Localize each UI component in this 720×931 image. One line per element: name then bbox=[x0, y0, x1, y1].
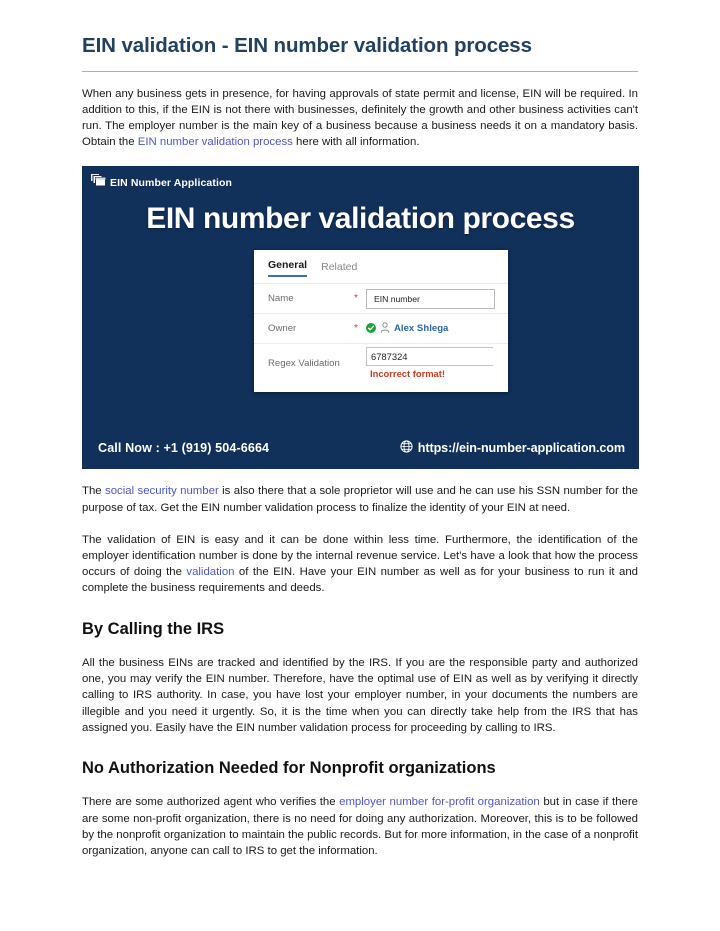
banner-image bbox=[82, 166, 639, 469]
link-validation[interactable]: validation bbox=[186, 566, 235, 579]
green-check-icon bbox=[366, 320, 376, 338]
tab-related[interactable]: Related bbox=[321, 260, 358, 273]
banner-headline: EIN number validation process bbox=[146, 202, 575, 236]
paragraph-ssn bbox=[82, 483, 638, 515]
banner-logo-text: EIN Number Application bbox=[110, 176, 232, 189]
form-tabs bbox=[254, 250, 508, 277]
call-now-text: Call Now : +1 (919) 504-6664 bbox=[98, 441, 270, 456]
form-row-name bbox=[254, 283, 508, 313]
form-fields bbox=[254, 277, 508, 392]
owner-value[interactable] bbox=[366, 320, 508, 338]
banner-logo bbox=[90, 173, 232, 192]
nonprofit-text-after: but in case if there are some non-profit organization, there is no need for doing any authorization. Moreover, this is to be followed by the nonprofit organization to maintain the public records. But for more information, in the case of a nonprofit organization, anyone can call to IRS to get the information. bbox=[82, 796, 638, 857]
name-input[interactable]: EIN number bbox=[366, 289, 495, 309]
tab-general[interactable]: General bbox=[268, 260, 307, 278]
owner-name: Alex Shlega bbox=[394, 323, 449, 335]
banner-footer bbox=[82, 427, 639, 469]
regex-validation-input[interactable]: 6787324 bbox=[366, 347, 493, 366]
globe-icon bbox=[400, 440, 413, 456]
intro-text-before: When any business gets in presence, for having approvals of state permit and license, EIN will be required. In addition to this, if the EIN is not there with businesses, definitely the growth and other business activities can't run. The employer number is the main key of a business because a business needs it on a mandatory basis. Obtain the bbox=[82, 87, 638, 149]
paragraph-nonprofit bbox=[82, 794, 638, 859]
link-employer-number-for-profit-organization[interactable]: employer number for-profit organization bbox=[339, 796, 540, 809]
intro-text-after: here with all information. bbox=[292, 136, 420, 149]
required-asterisk-owner: * bbox=[354, 322, 358, 334]
paragraph-irs: All the business EINs are tracked and identified by the IRS. If you are the responsible party and authorized one, you may verify the EIN number. Therefore, have the optimal use of EIN as well as by verifying it directly calling to IRS authority. In case, you have lost your employer number, in your documents the numbers are illegible and you need it urgently. So, it is the time when you can directly take help from the IRS that has assigned you. Easily have the EIN number validation process for proceeding by calling to IRS. bbox=[82, 656, 638, 734]
website-url-text: https://ein-number-application.com bbox=[417, 441, 625, 456]
form-row-owner bbox=[254, 313, 508, 343]
heading-no-authorization-nonprofit: No Authorization Needed for Nonprofit organizations bbox=[82, 758, 496, 777]
ssn-text-before: The bbox=[82, 485, 106, 498]
ssn-text-after: is also there that a sole proprietor will use and he can use his SSN number for the purpose of tax. Get the EIN number validation process to finalize the identity of your EIN at need. bbox=[82, 485, 638, 514]
person-icon bbox=[380, 320, 390, 338]
label-regex-validation: Regex Validation bbox=[268, 357, 340, 369]
link-ein-number-validation-process[interactable]: EIN number validation process bbox=[137, 136, 293, 149]
label-name: Name bbox=[268, 293, 294, 305]
validation-text-before: The validation of EIN is easy and it can be done within less time. Furthermore, the identification of the employer identification number is done by the internal revenue service. Let's have a look that how the process occurs of doing the bbox=[82, 533, 638, 579]
form-card bbox=[254, 250, 508, 392]
regex-validation-error: Incorrect format! bbox=[370, 368, 446, 380]
intro-paragraph bbox=[82, 86, 638, 151]
page-title: EIN validation - EIN number validation process bbox=[82, 34, 532, 57]
validation-text-after: of the EIN. Have your EIN number as well as for your business to run it and complete the business requirements and deeds. bbox=[82, 566, 638, 595]
paragraph-validation bbox=[82, 532, 638, 597]
required-asterisk-name: * bbox=[354, 292, 358, 304]
stacked-windows-icon bbox=[90, 173, 107, 192]
link-social-security-number[interactable]: social security number bbox=[105, 485, 219, 498]
heading-by-calling-the-irs: By Calling the IRS bbox=[82, 619, 225, 638]
website-url bbox=[400, 440, 625, 456]
form-row-regex-validation bbox=[254, 343, 508, 382]
label-owner: Owner bbox=[268, 323, 297, 335]
nonprofit-text-before: There are some authorized agent who verifies the bbox=[82, 796, 340, 809]
